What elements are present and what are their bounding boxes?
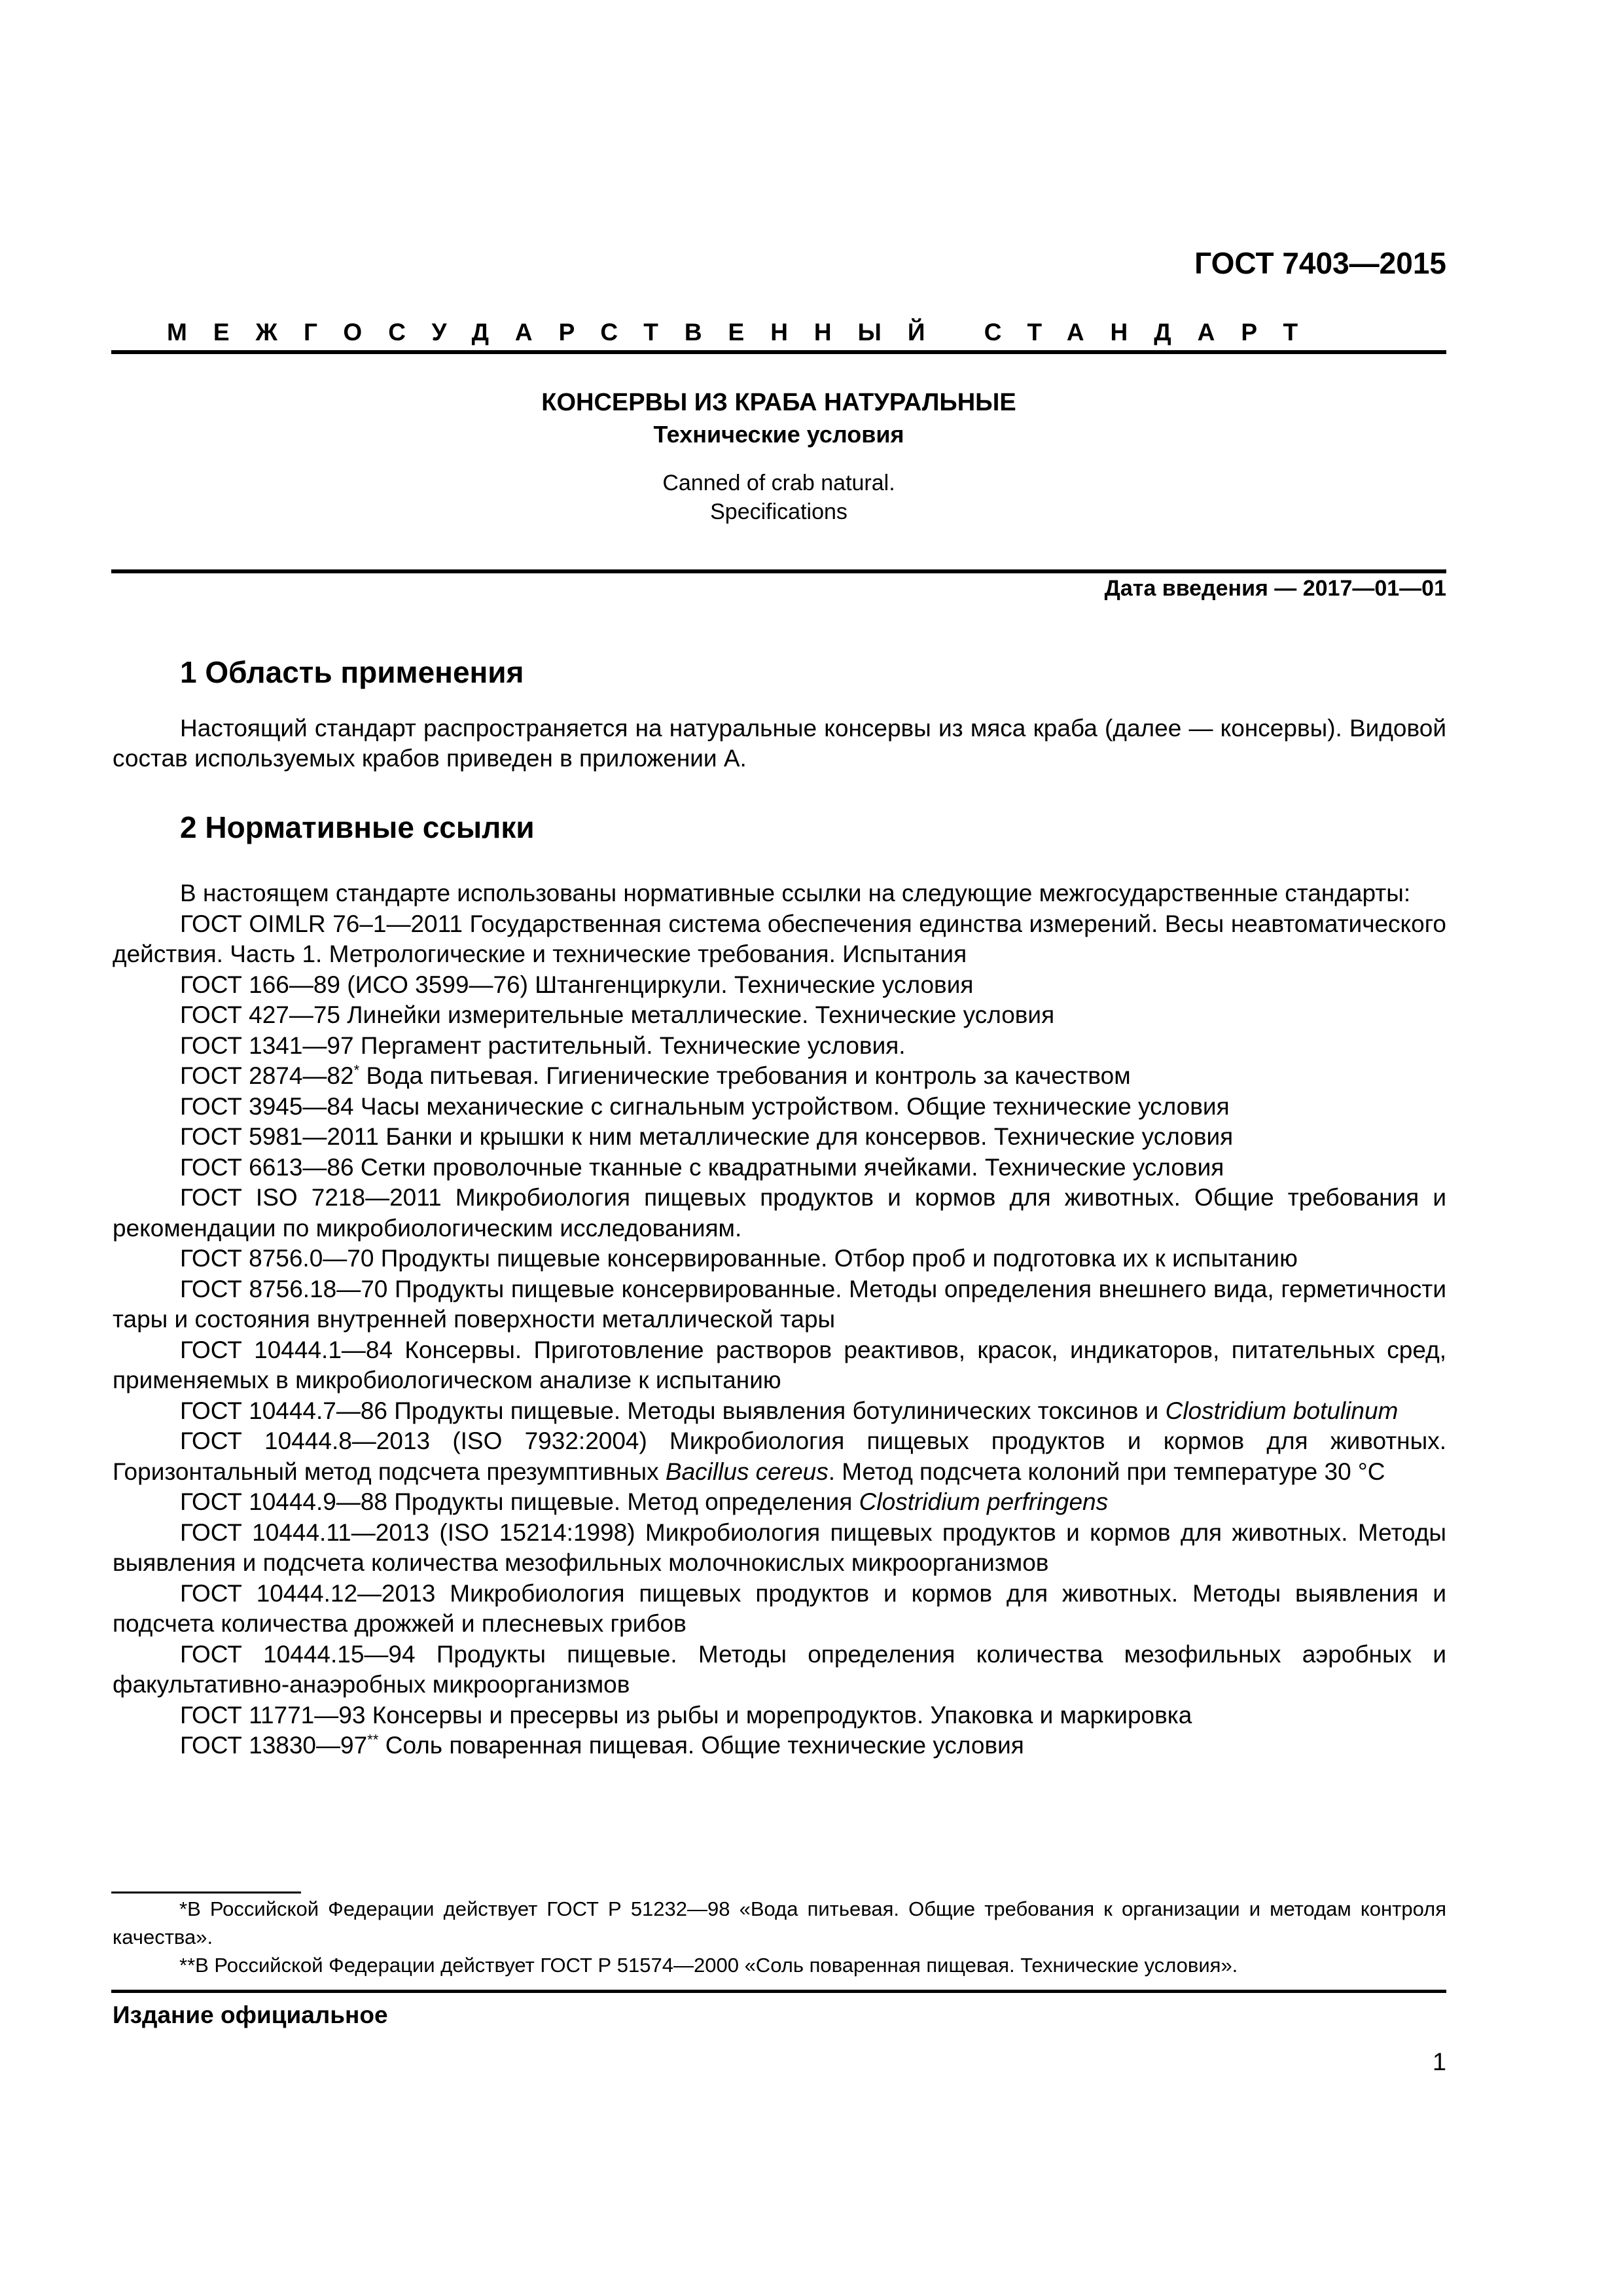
reference-text: ГОСТ 10444.8—2013 (ISO 7932:2004) Микробиология пищевых продуктов и кормов для животных. Горизонтальный метод подсчета презумптивных [113, 1427, 1446, 1485]
standard-type-heading: МЕЖГОСУДАРСТВЕННЫЙ СТАНДАРТ [167, 319, 1325, 346]
normative-references [113, 878, 1446, 1761]
organism-name: Clostridium perfringens [859, 1488, 1109, 1515]
footnote: *В Российской Федерации действует ГОСТ Р 51232—98 «Вода питьевая. Общие требования к организации и методам контроля качества». [113, 1897, 1446, 1948]
introduction-date: Дата введения — 2017—01—01 [1104, 576, 1446, 601]
section-1-heading: 1 Область применения [180, 655, 524, 689]
reference-item [113, 1731, 1446, 1761]
reference-item: ГОСТ 427—75 Линейки измерительные металлические. Технические условия [180, 1001, 1055, 1028]
reference-item [113, 1487, 1446, 1518]
english-title [111, 469, 1446, 526]
reference-item: ГОСТ OIMLR 76–1—2011 Государственная система обеспечения единства измерений. Весы неавтоматического действия. Часть 1. Метрологические и технические требования. Испытания [113, 910, 1446, 967]
organism-name: Bacillus cereus [665, 1458, 829, 1485]
reference-item: ГОСТ 8756.0—70 Продукты пищевые консервированные. Отбор проб и подготовка их к испытанию [180, 1245, 1298, 1272]
gost-number: ГОСТ 7403—2015 [1194, 246, 1446, 280]
reference-text: ГОСТ 10444.9—88 Продукты пищевые. Метод определения [180, 1488, 859, 1515]
english-title-line-2: Specifications [710, 499, 847, 524]
reference-item: ГОСТ 6613—86 Сетки проволочные тканные с квадратными ячейками. Технические условия [180, 1153, 1224, 1181]
english-title-line-1: Canned of crab natural. [662, 471, 895, 495]
section-1-paragraph: Настоящий стандарт распространяется на натуральные консервы из мяса краба (далее — консервы). Видовой состав используемых крабов приведен в приложении А. [113, 715, 1446, 772]
reference-item: ГОСТ 10444.15—94 Продукты пищевые. Методы определения количества мезофильных аэробных и факультативно-анаэробных микроорганизмов [113, 1640, 1446, 1698]
reference-item: ГОСТ 1341—97 Пергамент растительный. Технические условия. [180, 1031, 906, 1059]
reference-item: ГОСТ 5981—2011 Банки и крышки к ним металлические для консервов. Технические условия [180, 1123, 1234, 1150]
reference-item: ГОСТ 10444.1—84 Консервы. Приготовление растворов реактивов, красок, индикаторов, питательных сред, применяемых в микробиологическом анализе к испытанию [113, 1336, 1446, 1393]
section-2-heading: 2 Нормативные ссылки [180, 810, 535, 844]
document-title: КОНСЕРВЫ ИЗ КРАБА НАТУРАЛЬНЫЕ [541, 389, 1016, 416]
footnote-marker: * [353, 1062, 360, 1079]
footnote: **В Российской Федерации действует ГОСТ Р 51574—2000 «Соль поваренная пищевая. Технические условия». [179, 1954, 1238, 1977]
organism-name: Clostridium botulinum [1165, 1397, 1399, 1424]
reference-title: Соль поваренная пищевая. Общие технические условия [385, 1732, 1024, 1759]
document-subtitle: Технические условия [653, 421, 904, 448]
edition-label: Издание официальное [113, 2001, 388, 2028]
reference-item: ГОСТ 166—89 (ИСО 3599—76) Штангенциркули. Технические условия [180, 971, 974, 998]
top-rule [111, 350, 1446, 354]
footnote-marker: ** [367, 1731, 379, 1748]
reference-item: ГОСТ 3945—84 Часы механические с сигнальным устройством. Общие технические условия [180, 1092, 1230, 1120]
page-number: 1 [1432, 2049, 1446, 2076]
footnotes [113, 1895, 1446, 1979]
reference-item [113, 1061, 1446, 1092]
title-block [111, 386, 1446, 526]
reference-item: ГОСТ 8756.18—70 Продукты пищевые консервированные. Методы определения внешнего вида, герметичности тары и состояния внутренней поверхности металлической тары [113, 1275, 1446, 1333]
reference-item: ГОСТ 10444.11—2013 (ISO 15214:1998) Микробиология пищевых продуктов и кормов для животных. Методы выявления и подсчета количества мезофильных молочнокислых микроорганизмов [113, 1518, 1446, 1576]
reference-code: ГОСТ 2874—82 [180, 1062, 354, 1089]
reference-code: ГОСТ 13830—97 [180, 1732, 368, 1759]
reference-item [113, 1426, 1446, 1487]
references-intro: В настоящем стандарте использованы нормативные ссылки на следующие межгосударственные стандарты: [180, 880, 1411, 906]
reference-text-tail: . Метод подсчета колоний при температуре 30 °С [828, 1458, 1385, 1485]
reference-item: ГОСТ 10444.12—2013 Микробиология пищевых продуктов и кормов для животных. Методы выявления и подсчета количества дрожжей и плесневых грибов [113, 1579, 1446, 1637]
reference-title: Вода питьевая. Гигиенические требования и контроль за качеством [366, 1062, 1131, 1089]
title-rule [111, 569, 1446, 573]
section-1-text [113, 713, 1446, 774]
footnote-rule [111, 1892, 301, 1893]
bottom-rule [111, 1990, 1446, 1993]
reference-text: ГОСТ 10444.7—86 Продукты пищевые. Методы выявления ботулинических токсинов и [180, 1397, 1166, 1424]
reference-item: ГОСТ 11771—93 Консервы и пресервы из рыбы и морепродуктов. Упаковка и маркировка [180, 1701, 1192, 1729]
reference-item: ГОСТ ISO 7218—2011 Микробиология пищевых продуктов и кормов для животных. Общие требования и рекомендации по микробиологическим исследованиям. [113, 1184, 1446, 1242]
reference-item [113, 1396, 1446, 1427]
